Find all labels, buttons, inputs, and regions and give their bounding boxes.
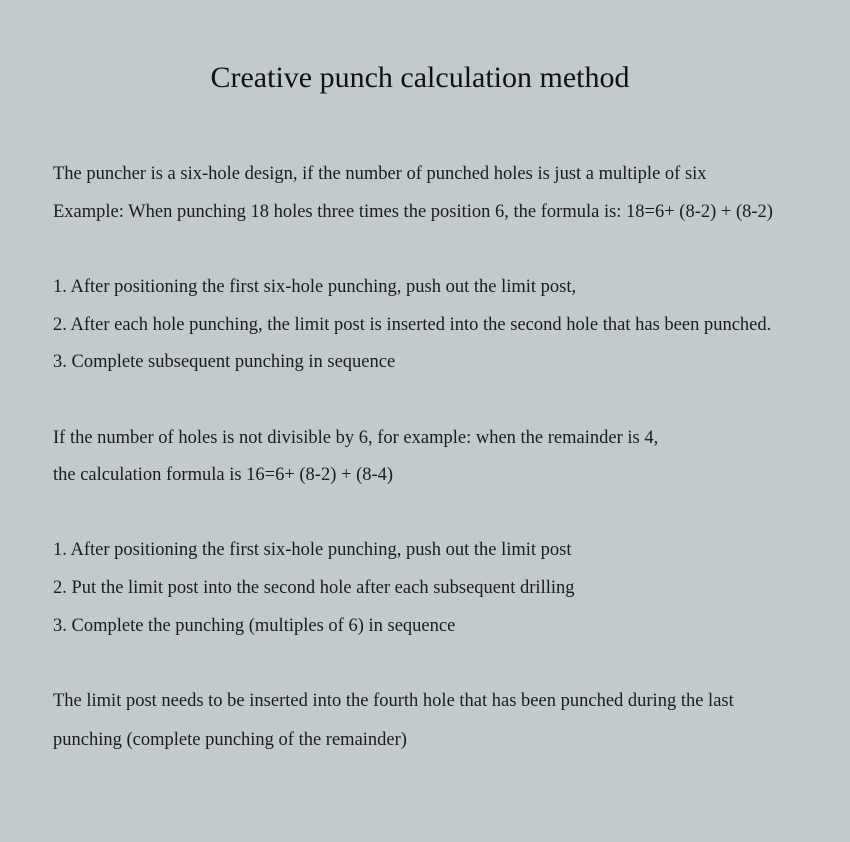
step-a-3: 3. Complete subsequent punching in sequence [53,352,396,372]
step-a-1: 1. After positioning the first six-hole punching, push out the limit post, [53,277,577,297]
step-b-3: 3. Complete the punching (multiples of 6) in sequence [53,616,456,636]
step-b-1: 1. After positioning the first six-hole punching, push out the limit post [53,540,572,560]
step-b-2: 2. Put the limit post into the second hole after each subsequent drilling [53,578,575,598]
remainder-line-1: If the number of holes is not divisible by 6, for example: when the remainder is 4, [53,428,659,448]
final-note-line-1: The limit post needs to be inserted into the fourth hole that has been punched during the last [53,691,734,711]
intro-line-1: The puncher is a six-hole design, if the number of punched holes is just a multiple of six [53,164,707,184]
step-a-2: 2. After each hole punching, the limit post is inserted into the second hole that has been punched. [53,315,772,335]
remainder-line-2: the calculation formula is 16=6+ (8-2) + (8-4) [53,465,394,485]
page-title: Creative punch calculation method [210,61,630,94]
intro-line-2: Example: When punching 18 holes three times the position 6, the formula is: 18=6+ (8-2) + (8-2) [53,202,773,222]
final-note-line-2: punching (complete punching of the remainder) [53,730,407,750]
